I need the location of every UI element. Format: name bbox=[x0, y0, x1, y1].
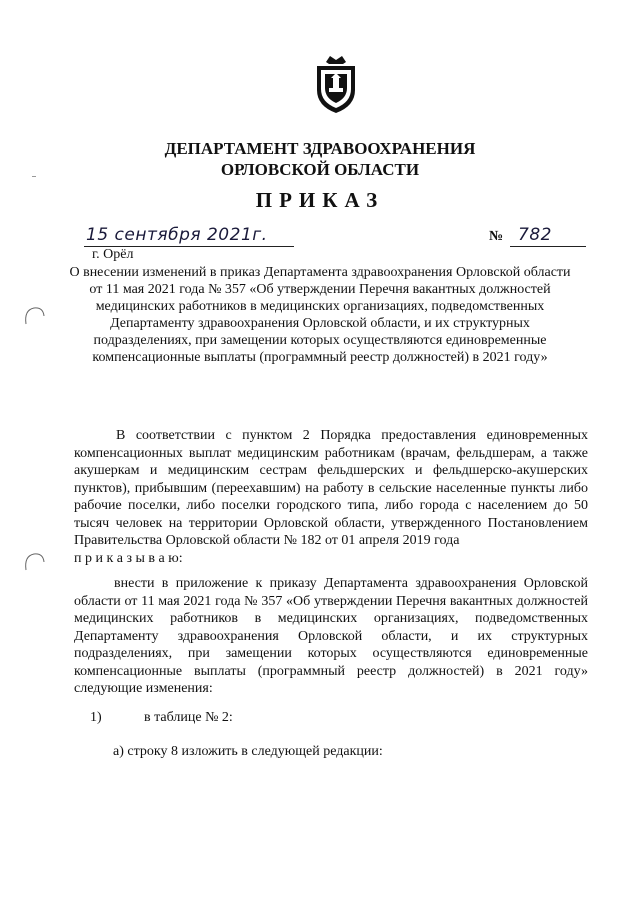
city: г. Орёл bbox=[92, 247, 134, 262]
number-underline bbox=[510, 246, 586, 247]
punch-hole-mark bbox=[23, 306, 45, 326]
preamble-paragraph bbox=[74, 427, 588, 567]
order-date: 15 сентября 2021г. bbox=[86, 225, 268, 245]
preamble-text: В соответствии с пунктом 2 Порядка предоставления единовременных компенсационных выплат медицинским работникам (врачам, фельдшерам, а также акушеркам и медицинским сестрам фельдшерских и фельдшерско-акушерских пунктов), прибывшим (переехавшим) на работу в сельские населенные пункты либо рабочие поселки, либо поселки городского типа, либо города с населением до 50 тысяч человек на территории Орловской области, утвержденного Постановлением Правительства Орловской области № 182 от 01 апреля 2019 года bbox=[74, 428, 588, 548]
document-title: ПРИКАЗ bbox=[255, 188, 385, 212]
order-word: п р и к а з ы в а ю: bbox=[74, 550, 183, 566]
list-item-number: 1) bbox=[90, 710, 102, 725]
punch-hole-mark bbox=[23, 552, 45, 572]
scan-speck bbox=[32, 176, 36, 177]
list-item-text: в таблице № 2: bbox=[144, 710, 233, 725]
main-paragraph: внести в приложение к приказу Департамента здравоохранения Орловской области от 11 мая 2021 года № 357 «Об утверждении Перечня вакантных должностей медицинских работников в медицинских организациях, подведомственных Департаменту здравоохранения Орловской области, и их структурных подразделениях, при замещении которых осуществляются единовременные компенсационные выплаты (программный реестр должностей) в 2021 году» следующие изменения: bbox=[74, 576, 588, 696]
department-name-line1: ДЕПАРТАМЕНТ ЗДРАВООХРАНЕНИЯ bbox=[164, 139, 476, 158]
order-number: 782 bbox=[518, 225, 552, 245]
department-name-line2: ОРЛОВСКОЙ ОБЛАСТИ bbox=[220, 160, 420, 179]
coat-of-arms-icon bbox=[311, 52, 361, 114]
number-label: № bbox=[489, 229, 504, 244]
order-subject: О внесении изменений в приказ Департамента здравоохранения Орловской области от 11 мая 2021 года № 357 «Об утверждении Перечня вакантных должностей медицинских работников в медицинских организациях, подведомственных Департаменту здравоохранения Орловской области, и их структурных подразделениях, при замещении которых осуществляются единовременные компенсационные выплаты (программный реестр должностей) в 2021 году» bbox=[69, 265, 571, 365]
sub-item-text: а) строку 8 изложить в следующей редакции: bbox=[113, 744, 383, 759]
